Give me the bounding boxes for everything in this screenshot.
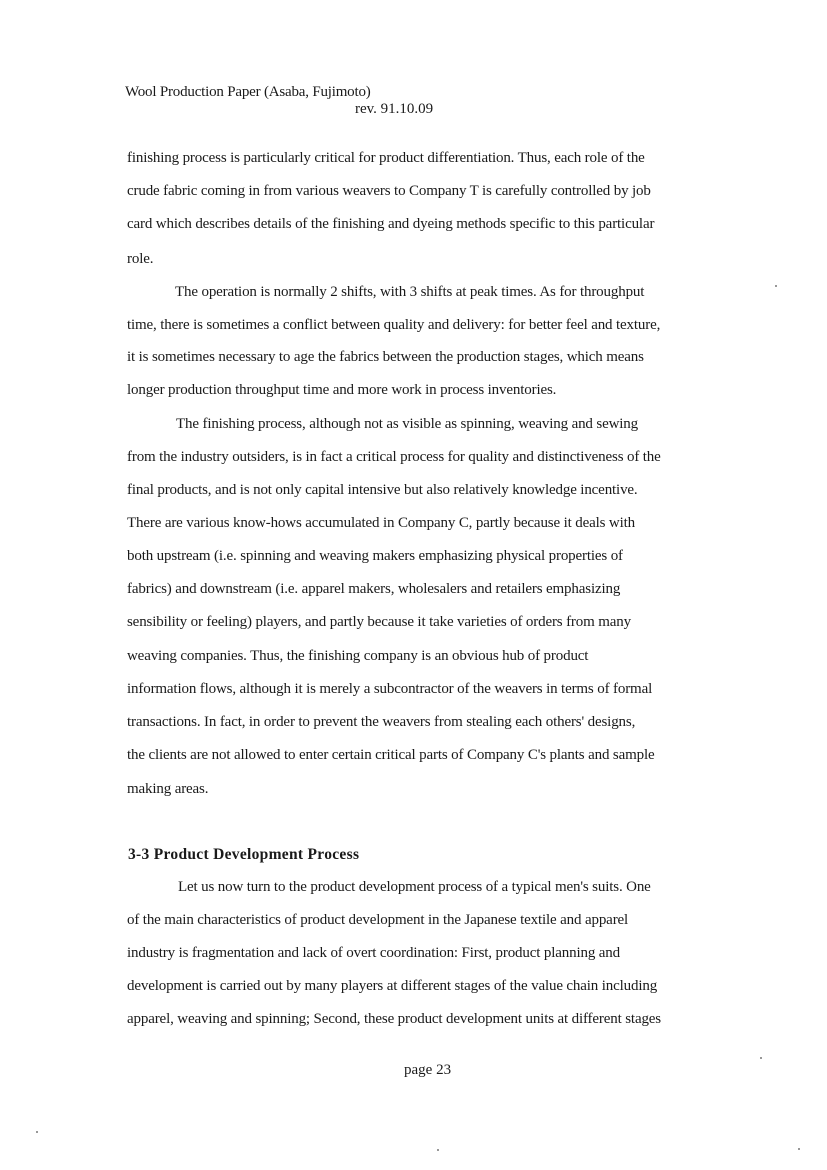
body-line: role. xyxy=(127,251,154,267)
body-line: weaving companies. Thus, the finishing company is an obvious hub of product xyxy=(127,648,589,664)
scan-speck xyxy=(760,1057,762,1059)
section-line: development is carried out by many players at different stages of the value chain including xyxy=(127,978,658,994)
body-line: from the industry outsiders, is in fact a critical process for quality and distinctiveness of the xyxy=(127,449,661,465)
section-line: apparel, weaving and spinning; Second, these product development units at different stages xyxy=(127,1011,661,1027)
body-line: crude fabric coming in from various weavers to Company T is carefully controlled by job xyxy=(127,183,651,199)
section-line: industry is fragmentation and lack of overt coordination: First, product planning and xyxy=(127,945,620,961)
body-line: both upstream (i.e. spinning and weaving makers emphasizing physical properties of xyxy=(127,548,623,564)
scan-speck xyxy=(437,1149,439,1151)
body-line: The operation is normally 2 shifts, with 3 shifts at peak times. As for throughput xyxy=(175,284,645,300)
body-line: final products, and is not only capital intensive but also relatively knowledge incentive. xyxy=(127,482,638,498)
body-line: the clients are not allowed to enter certain critical parts of Company C's plants and sample xyxy=(127,747,655,763)
body-line: longer production throughput time and more work in process inventories. xyxy=(127,382,557,398)
body-line: sensibility or feeling) players, and partly because it take varieties of orders from many xyxy=(127,614,631,630)
section-line: Let us now turn to the product development process of a typical men's suits. One xyxy=(178,879,651,895)
scan-speck xyxy=(798,1148,800,1150)
body-line: card which describes details of the finishing and dyeing methods specific to this particular xyxy=(127,216,655,232)
page-number: page 23 xyxy=(404,1062,452,1078)
section-line: of the main characteristics of product development in the Japanese textile and apparel xyxy=(127,912,629,928)
body-line: information flows, although it is merely a subcontractor of the weavers in terms of formal xyxy=(127,681,653,697)
scan-speck xyxy=(36,1131,38,1133)
scan-speck xyxy=(775,285,777,287)
body-line: making areas. xyxy=(127,781,209,797)
body-line: time, there is sometimes a conflict between quality and delivery: for better feel and texture, xyxy=(127,317,661,333)
running-header-title: Wool Production Paper (Asaba, Fujimoto) xyxy=(125,84,371,100)
body-line: it is sometimes necessary to age the fabrics between the production stages, which means xyxy=(127,349,644,365)
running-header-revision: rev. 91.10.09 xyxy=(355,101,434,117)
body-line: There are various know-hows accumulated in Company C, partly because it deals with xyxy=(127,515,635,531)
body-line: fabrics) and downstream (i.e. apparel makers, wholesalers and retailers emphasizing xyxy=(127,581,621,597)
body-line: transactions. In fact, in order to prevent the weavers from stealing each others' designs, xyxy=(127,714,636,730)
body-line: finishing process is particularly critical for product differentiation. Thus, each role of the xyxy=(127,150,645,166)
section-heading: 3-3 Product Development Process xyxy=(128,846,360,863)
body-line: The finishing process, although not as visible as spinning, weaving and sewing xyxy=(176,416,638,432)
